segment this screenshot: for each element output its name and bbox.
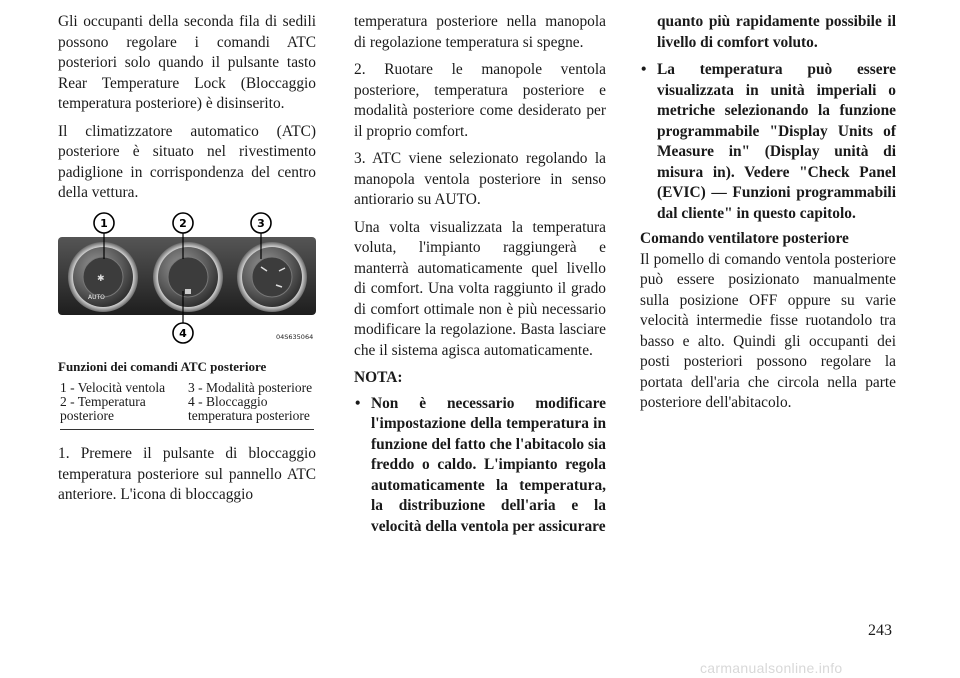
svg-text:1: 1 — [100, 216, 108, 230]
step-1-continued: temperatura posteriore nella manopola di regolazione temperatura si spegne. — [354, 13, 606, 51]
legend-item-4: 4 - Bloccaggio temperatura posteriore — [188, 394, 310, 423]
svg-text:4: 4 — [179, 326, 187, 340]
location-paragraph: Il climatizzatore automatico (ATC) posteriore è situato nel rivestimento padiglione in corrispondenza del centro della vettura. — [58, 122, 316, 201]
rear-mode-knob[interactable] — [237, 242, 307, 312]
section-heading: Comando ventilatore posteriore — [640, 230, 849, 247]
temperature-lock-icon — [185, 289, 191, 294]
note-list-continued — [640, 60, 896, 224]
legend-item-2: 2 - Temperatura posteriore — [60, 394, 146, 423]
step-1-paragraph: 1. Premere il pulsante di bloccaggio temperatura posteriore sul pannello ATC anteriore. L'icona di bloccaggio — [58, 445, 316, 503]
callout-4 — [173, 323, 193, 343]
note-label: NOTA: — [354, 369, 403, 386]
svg-text:3: 3 — [257, 216, 265, 230]
callout-1 — [94, 213, 114, 233]
fan-icon: ✱ — [97, 273, 105, 284]
figure-code: 04S635064 — [276, 332, 314, 341]
atc-controls-figure — [58, 211, 316, 351]
atc-panel-illustration — [58, 211, 316, 351]
step-2-paragraph: 2. Ruotare le manopole ventola posteriore, temperatura posteriore e modalità posteriore come desiderato per il proprio comfort. — [354, 61, 606, 140]
legend-item-1: 1 - Velocità ventola — [60, 380, 166, 395]
note-bullet-1: • Non è necessario modificare l'impostazione della temperatura in funzione del fatto che l'abitacolo sia freddo o caldo. L'impianto regola automaticamente la temperatura, la distribuzione dell'aria e la velocità della ventola per assicurare — [354, 394, 606, 538]
figure-legend — [60, 381, 314, 430]
watermark: carmanualsonline.info — [700, 660, 843, 676]
svg-text:AUTO: AUTO — [88, 293, 105, 301]
legend-item-3: 3 - Modalità posteriore — [188, 380, 313, 395]
intro-paragraph: Gli occupanti della seconda fila di sedili possono regolare i comandi ATC posteriori solo quando il pulsante tasto Rear Temperature Lock (Bloccaggio temperatura posteriore) è disinserito. — [58, 13, 316, 112]
column-left — [58, 12, 316, 513]
page-number: 243 — [868, 622, 892, 639]
fan-control-paragraph: Il pomello di comando ventola posteriore può essere posizionato manualmente sulla posizione OFF oppure su varie velocità intermedie fisse ruotandolo tra basso e alto. Quindi gli occupanti dei posti posteriori possono regolare la portata dell'aria che circola nella parte posteriore dell'abitacolo. — [640, 250, 896, 411]
callout-2 — [173, 213, 193, 233]
note-list — [354, 394, 606, 538]
rear-temperature-knob[interactable] — [153, 242, 223, 312]
note-bullet-2: • La temperatura può essere visualizzata in unità imperiali o metriche selezionando la funzione programmabile "Display Units of Measure in" (Display unità di misura in). Vedere "Check Panel (EVIC) — Funzioni programmabili dal cliente" in questo capitolo. — [640, 60, 896, 224]
svg-text:2: 2 — [179, 216, 187, 230]
step-3-paragraph: 3. ATC viene selezionato regolando la manopola ventola posteriore in senso antiorario su AUTO. — [354, 150, 606, 208]
rear-fan-knob[interactable] — [68, 242, 138, 312]
note-bullet-1-continued: quanto più rapidamente possibile il livello di comfort voluto. — [657, 13, 896, 51]
figure-caption: Funzioni dei comandi ATC posteriore — [58, 358, 267, 374]
comfort-paragraph: Una volta visualizzata la temperatura voluta, l'impianto raggiungerà e manterrà automaticamente quel livello di comfort. Una volta raggiunto il grado di comfort ottimale non è più necessario modificare la regolazione. Basta lasciare che il sistema agisca automaticamente. — [354, 218, 606, 359]
column-middle — [354, 12, 606, 542]
column-right — [640, 12, 896, 421]
callout-3 — [251, 213, 271, 233]
